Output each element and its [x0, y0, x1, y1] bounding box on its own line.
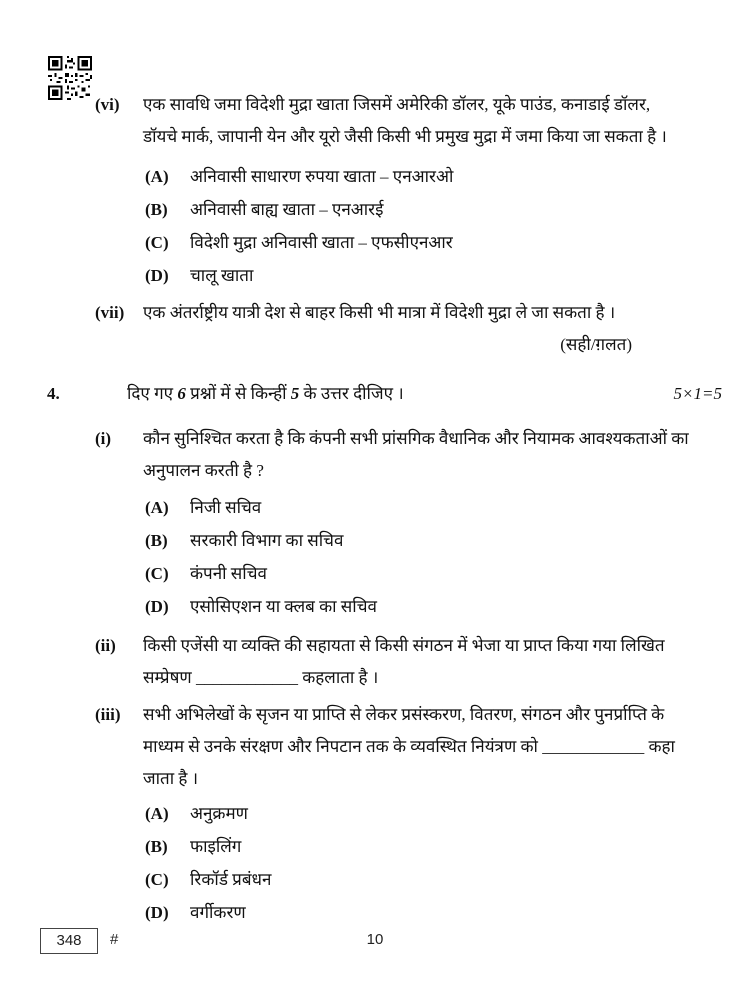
question-4ii-text [143, 630, 675, 694]
option-text: अनुक्रमण [190, 804, 248, 823]
question-line: किसी एजेंसी या व्यक्ति की सहायता से किसी संगठन में भेजा या प्राप्त किया गया लिखित [143, 636, 665, 655]
question-4i-label: (i) [95, 429, 112, 448]
option-row [145, 897, 271, 929]
option-label: (B) [145, 531, 168, 550]
option-row [145, 591, 377, 623]
question-4ii [95, 630, 675, 694]
question-4-heading [47, 378, 722, 410]
question-line: जाता है । [143, 769, 199, 788]
option-text: अनिवासी साधारण रुपया खाता – एनआरओ [190, 167, 454, 186]
option-label: (C) [145, 870, 169, 889]
question-4i [95, 423, 689, 487]
option-text: फाइलिंग [190, 837, 242, 856]
question-4ii-label: (ii) [95, 636, 116, 655]
option-row [145, 864, 271, 896]
page-number: 10 [366, 931, 384, 948]
question-vi-label: (vi) [95, 95, 120, 114]
question-4iii-text [143, 699, 675, 795]
question-line: सभी अभिलेखों के सृजन या प्राप्ति से लेकर प्रसंस्करण, वितरण, संगठन और पुनर्प्राप्ति के [143, 705, 665, 724]
option-text: अनिवासी बाह्य खाता – एनआरई [190, 200, 384, 219]
question-vii-label: (vii) [95, 303, 125, 322]
option-text: एसोसिएशन या क्लब का सचिव [190, 597, 377, 616]
option-label: (D) [145, 903, 169, 922]
question-vii [95, 297, 670, 361]
option-text: सरकारी विभाग का सचिव [190, 531, 344, 550]
qr-code-icon [48, 56, 92, 100]
option-row [145, 492, 377, 524]
question-line: कौन सुनिश्चित करता है कि कंपनी सभी प्रांसगिक वैधानिक और नियामक आवश्यकताओं का [143, 429, 689, 448]
instruction-count: 6 [177, 384, 186, 403]
question-vi [95, 89, 670, 153]
question-4iii-options [145, 798, 271, 930]
option-text: वर्गीकरण [190, 903, 246, 922]
option-row [145, 161, 453, 193]
option-text: रिकॉर्ड प्रबंधन [190, 870, 272, 889]
question-number: 4. [47, 384, 60, 403]
question-line: डॉयचे मार्क, जापानी येन और यूरो जैसी किसी भी प्रमुख मुद्रा में जमा किया जा सकता है । [143, 127, 667, 146]
marks-label: 5×1=5 [673, 384, 722, 403]
footer-hash: # [110, 931, 119, 948]
question-vi-text [143, 89, 670, 153]
question-4-instruction [127, 378, 404, 410]
option-label: (C) [145, 564, 169, 583]
question-4i-options [145, 492, 377, 624]
option-label: (C) [145, 233, 169, 252]
option-text: चालू खाता [190, 266, 254, 285]
option-row [145, 260, 453, 292]
option-label: (A) [145, 804, 169, 823]
paper-code: 348 [56, 932, 82, 949]
question-line-with-blank: सम्प्रेषण ____________ कहलाता है । [143, 668, 379, 687]
question-vi-options [145, 161, 453, 293]
instruction-count: 5 [290, 384, 300, 403]
option-row [145, 227, 453, 259]
option-text: निजी सचिव [190, 498, 262, 517]
option-label: (D) [145, 266, 169, 285]
option-text: विदेशी मुद्रा अनिवासी खाता – एफसीएनआर [190, 233, 453, 252]
question-line: एक सावधि जमा विदेशी मुद्रा खाता जिसमें अमेरिकी डॉलर, यूके पाउंड, कनाडाई डॉलर, [143, 95, 651, 114]
question-4iii [95, 699, 675, 795]
question-vii-text [143, 297, 670, 361]
instruction-part: के उत्तर दीजिए । [299, 384, 404, 403]
truefalse-hint: (सही/ग़लत) [560, 335, 632, 354]
question-4i-text [143, 423, 689, 487]
question-line-with-blank: माध्यम से उनके संरक्षण और निपटान तक के व्यवस्थित नियंत्रण को ____________ कहा [143, 737, 675, 756]
option-text: कंपनी सचिव [190, 564, 267, 583]
option-label: (B) [145, 837, 168, 856]
option-row [145, 525, 377, 557]
option-label: (A) [145, 167, 169, 186]
option-label: (A) [145, 498, 169, 517]
question-line: एक अंतर्राष्ट्रीय यात्री देश से बाहर किसी भी मात्रा में विदेशी मुद्रा ले जा सकता है । [143, 303, 616, 322]
option-label: (D) [145, 597, 169, 616]
option-row [145, 798, 271, 830]
option-row [145, 194, 453, 226]
option-label: (B) [145, 200, 168, 219]
question-4iii-label: (iii) [95, 705, 121, 724]
question-line: अनुपालन करती है ? [143, 461, 264, 480]
instruction-part: दिए गए [127, 384, 178, 403]
instruction-part: प्रश्नों में से किन्हीं [185, 384, 291, 403]
option-row [145, 831, 271, 863]
option-row [145, 558, 377, 590]
